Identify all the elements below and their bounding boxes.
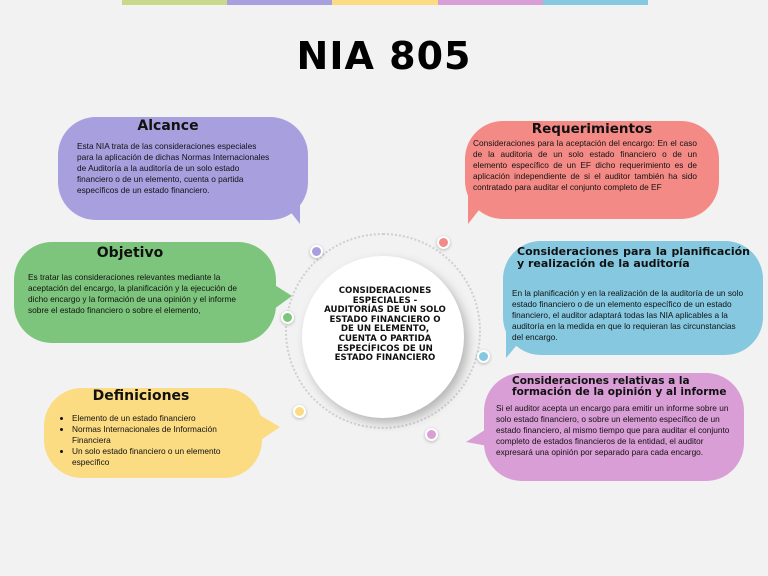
formacion-bubble-tail	[466, 428, 488, 446]
center-title: CONSIDERACIONES ESPECIALES - AUDITORÍAS DE UN SOLO ESTADO FINANCIERO O DE UN ELEMENTO, CUENTA O PARTIDA ESPECÍFICOS DE UN ESTADO FINANCIERO	[324, 286, 446, 364]
strip-segment-purple	[227, 0, 332, 5]
planificacion-text: En la planificación y en la realización de la auditoría de un solo estado financiero o de un elemento específico de un estado financiero, el auditor adaptará todas las NIA aplicables a la auditoría en la medida en que lo requieran las circunstancias del encargo.	[512, 288, 744, 342]
alcance-bubble-tail	[278, 196, 300, 224]
definiciones-list	[58, 413, 228, 468]
alcance-heading: Alcance	[137, 118, 199, 134]
requerimientos-text: Consideraciones para la aceptación del encargo: En el caso de la auditoria de un solo estado financiero o de un elemento específico de un EF dicho requerimiento es de aplicación independiente de si el auditor también ha sido contratado para auditar el conjunto completo de EF	[473, 138, 697, 192]
blue-dot	[477, 350, 490, 363]
definiciones-item: • Elemento de un estado financiero	[72, 413, 228, 424]
purple-dot	[310, 245, 323, 258]
top-color-strip	[122, 0, 648, 5]
strip-segment-blue	[543, 0, 648, 5]
pink-dot	[425, 428, 438, 441]
formacion-heading: Consideraciones relativas a la formación de la opinión y al informe	[512, 375, 727, 398]
requerimientos-heading: Requerimientos	[531, 121, 653, 137]
definiciones-item: • Normas Internacionales de Información Financiera	[72, 424, 228, 446]
definiciones-item: • Un solo estado financiero o un elemento específico	[72, 446, 228, 468]
objetivo-heading: Objetivo	[96, 245, 164, 261]
strip-segment-pink	[438, 0, 543, 5]
definiciones-bubble-tail	[258, 414, 280, 442]
green-dot	[281, 311, 294, 324]
salmon-dot	[437, 236, 450, 249]
objetivo-text: Es tratar las consideraciones relevantes mediante la aceptación del encargo, la planificación y la ejecución de dicho encargo y la formación de una opinión y el informe sobre el estado financiero o sobre el elemento,	[28, 272, 237, 315]
definiciones-heading: Definiciones	[92, 388, 190, 404]
requerimientos-bubble-tail	[468, 196, 490, 224]
formacion-text: Si el auditor acepta un encargo para emitir un informe sobre un solo estado financiero, o sobre un elemento específico de un estado financiero, al mismo tiempo que para auditar el conjunto completo de estados financieros de la entidad, el auditor expresará una opinión por separado para cada encargo.	[496, 403, 730, 457]
planificacion-heading: Consideraciones para la planificación y realización de la auditoría	[517, 245, 750, 270]
strip-segment-green	[122, 0, 227, 5]
strip-segment-yellow	[332, 0, 437, 5]
yellow-dot	[293, 405, 306, 418]
page-title: NIA 805	[296, 34, 472, 78]
alcance-text: Esta NIA trata de las consideraciones especiales para la aplicación de dichas Normas Internacionales de Auditoría a la auditoría de un solo estado financiero o de un elemento, cuenta o partida específicos de un estado financiero.	[77, 141, 270, 195]
